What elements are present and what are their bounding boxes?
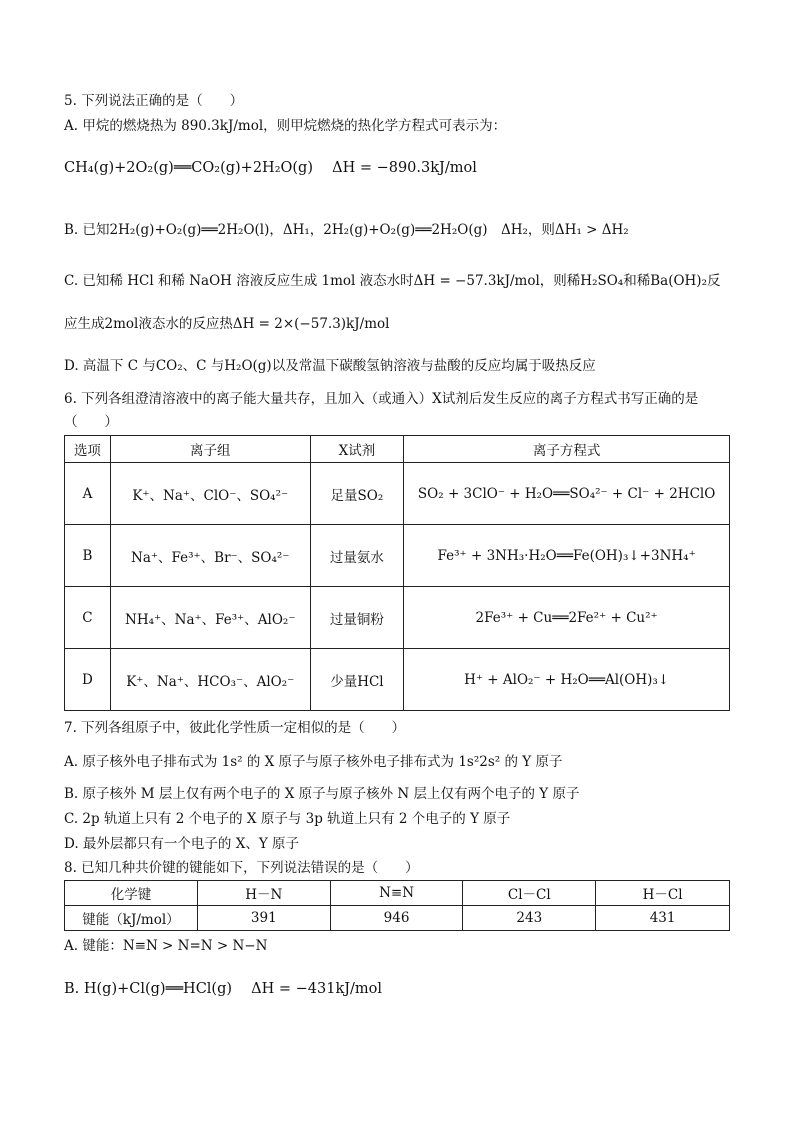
q7-option-b: B. 原子核外 M 层上仅有两个电子的 X 原子与原子核外 N 层上仅有两个电子的 Y 原子 [64, 786, 580, 802]
q6-row-reagent: 足量SO₂ [310, 463, 404, 525]
q6-row-equation: H⁺ + AlO₂⁻ + H₂O══Al(OH)₃↓ [404, 649, 730, 711]
q6-row-equation: SO₂ + 3ClO⁻ + H₂O══SO₄²⁻ + Cl⁻ + 2HClO [404, 463, 730, 525]
q8-stem: 8. 已知几种共价键的键能如下，下列说法错误的是（ ） [64, 860, 419, 876]
q6-row-ions: NH₄⁺、Na⁺、Fe³⁺、AlO₂⁻ [110, 587, 310, 649]
q8-bond-energy-table [64, 880, 730, 931]
q5-option-d: D. 高温下 C 与CO₂、C 与H₂O(g)以及常温下碳酸氢钠溶液与盐酸的反应均属于吸热反应 [64, 358, 596, 374]
q8-header-cl-cl: Cl－Cl [463, 881, 596, 906]
q6-row-reagent: 过量铜粉 [310, 587, 404, 649]
q6-header-option: 选项 [65, 436, 111, 463]
q7-option-a: A. 原子核外电子排布式为 1s² 的 X 原子与原子核外电子排布式为 1s²2s² 的 Y 原子 [64, 754, 563, 770]
q6-row-equation: 2Fe³⁺ + Cu══2Fe²⁺ + Cu²⁺ [404, 587, 730, 649]
q7-option-c: C. 2p 轨道上只有 2 个电子的 X 原子与 3p 轨道上只有 2 个电子的 Y 原子 [64, 811, 511, 827]
table-row [65, 587, 730, 649]
q6-row-reagent: 少量HCl [310, 649, 404, 711]
q8-header-h-n: H－N [197, 881, 330, 906]
q8-energy-h-n: 391 [197, 906, 330, 931]
q6-header-equation: 离子方程式 [404, 436, 730, 463]
q5-option-c-line1: C. 已知稀 HCl 和稀 NaOH 溶液反应生成 1mol 液态水时ΔH = −57.3kJ/mol，则稀H₂SO₄和稀Ba(OH)₂反 [64, 273, 721, 289]
q6-table [64, 435, 730, 711]
table-row [65, 463, 730, 525]
q6-row-ions: K⁺、Na⁺、HCO₃⁻、AlO₂⁻ [110, 649, 310, 711]
q8-energy-cl-cl: 243 [463, 906, 596, 931]
q8-energy-label: 键能（kJ/mol） [65, 906, 198, 931]
q6-row-reagent: 过量氨水 [310, 525, 404, 587]
table-row [65, 525, 730, 587]
q7-option-d: D. 最外层都只有一个电子的 X、Y 原子 [64, 836, 300, 852]
q6-header-ions: 离子组 [110, 436, 310, 463]
q5-option-a-equation: CH₄(g)+2O₂(g)══CO₂(g)+2H₂O(g) ΔH = −890.3kJ/mol [64, 160, 477, 176]
q5-option-a: A. 甲烷的燃烧热为 890.3kJ/mol，则甲烷燃烧的热化学方程式可表示为： [64, 118, 507, 134]
q6-table-header [65, 436, 730, 463]
q5-option-c-line2: 应生成2mol液态水的反应热ΔH = 2×(−57.3)kJ/mol [64, 316, 390, 332]
q8-option-b: B. H(g)+Cl(g)══HCl(g) ΔH = −431kJ/mol [64, 981, 383, 997]
q6-header-reagent: X试剂 [310, 436, 404, 463]
q7-stem: 7. 下列各组原子中，彼此化学性质一定相似的是（ ） [64, 720, 406, 736]
q8-header-n-triple-n: N≡N [330, 881, 463, 906]
q8-energy-n-triple-n: 946 [330, 906, 463, 931]
q6-stem-line2: （ ） [64, 414, 118, 430]
q6-row-option: A [65, 463, 111, 525]
q6-row-equation: Fe³⁺ + 3NH₃·H₂O══Fe(OH)₃↓+3NH₄⁺ [404, 525, 730, 587]
q8-option-a: A. 键能：N≡N > N=N > N−N [64, 938, 268, 954]
q6-row-ions: Na⁺、Fe³⁺、Br⁻、SO₄²⁻ [110, 525, 310, 587]
table-row [65, 881, 730, 906]
q8-header-h-cl: H－Cl [596, 881, 730, 906]
q8-energy-h-cl: 431 [596, 906, 730, 931]
q6-row-option: C [65, 587, 111, 649]
table-row [65, 906, 730, 931]
table-row [65, 649, 730, 711]
q6-stem-line1: 6. 下列各组澄清溶液中的离子能大量共存，且加入（或通入）X试剂后发生反应的离子方程式书写正确的是 [64, 391, 699, 407]
q5-option-b: B. 已知2H₂(g)+O₂(g)══2H₂O(l)，ΔH₁，2H₂(g)+O₂(g)══2H₂O(g) ΔH₂，则ΔH₁ > ΔH₂ [64, 222, 629, 238]
q6-row-ions: K⁺、Na⁺、ClO⁻、SO₄²⁻ [110, 463, 310, 525]
q6-row-option: B [65, 525, 111, 587]
q8-header-bond: 化学键 [65, 881, 198, 906]
q6-row-option: D [65, 649, 111, 711]
q5-stem: 5. 下列说法正确的是（ ） [64, 93, 244, 109]
